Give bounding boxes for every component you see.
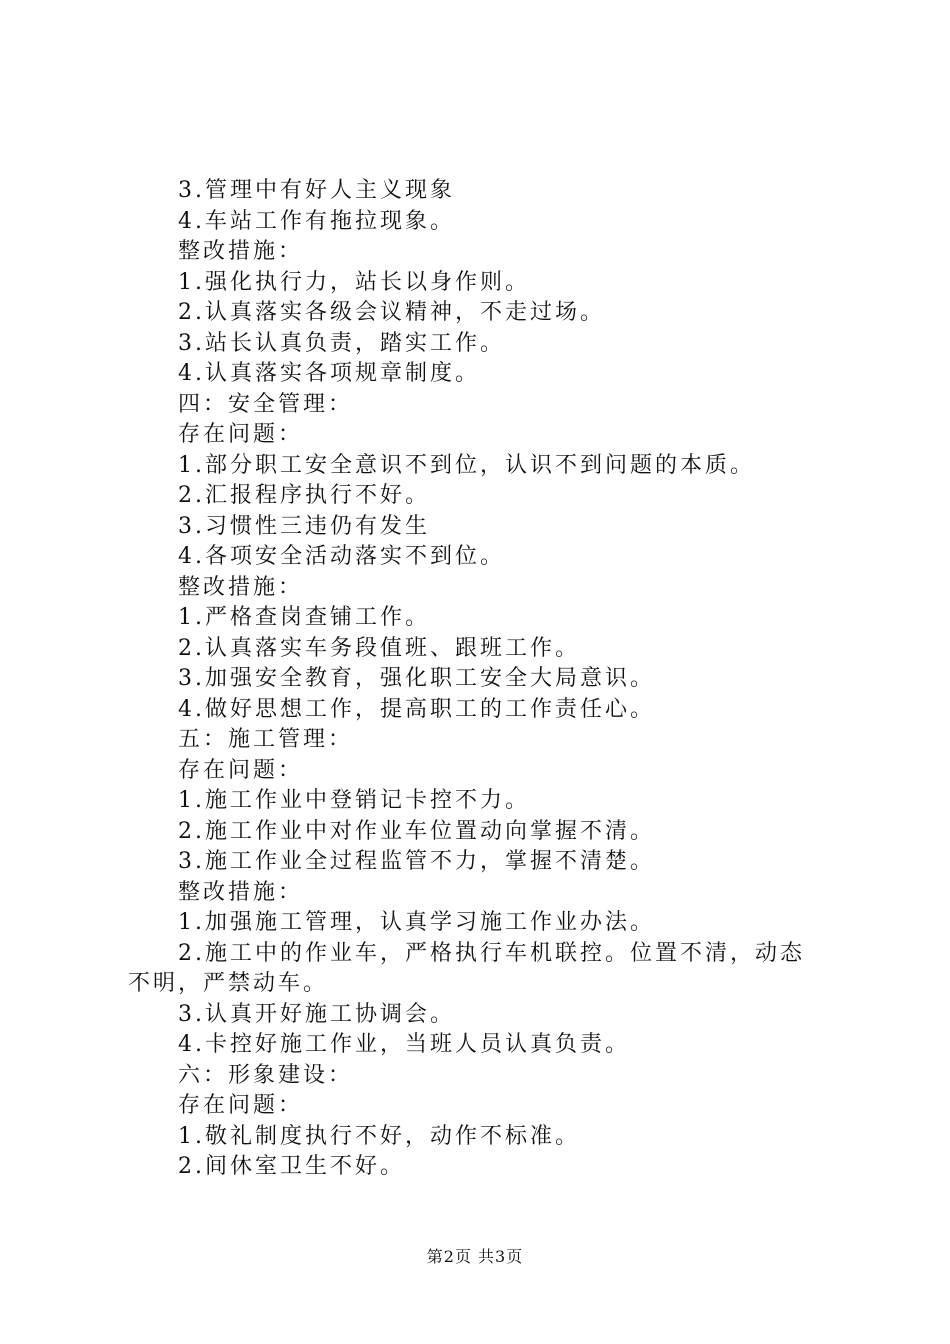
text-line: 2.间休室卫生不好。 [178,1154,405,1179]
text-line: 2.认真落实车务段值班、跟班工作。 [178,635,580,661]
section-heading: 五：施工管理： [178,727,354,752]
text-line: 2.汇报程序执行不好。 [178,483,430,508]
text-line: 1.敬礼制度执行不好，动作不标准。 [178,1123,580,1149]
section-heading: 四：安全管理： [178,391,354,417]
text-line: 3.站长认真负责，踏实工作。 [178,330,505,356]
text-line: 3.认真开好施工协调会。 [178,1001,455,1027]
section-heading: 存在问题： [178,422,304,447]
text-line: 2.施工作业中对作业车位置动向掌握不清。 [178,818,655,844]
text-line: 3.管理中有好人主义现象 [178,178,455,203]
text-line: 1.部分职工安全意识不到位，认识不到问题的本质。 [178,452,755,478]
text-line: 1.严格查岗查铺工作。 [178,605,430,630]
text-line: 2.认真落实各级会议精神，不走过场。 [178,300,605,325]
text-line: 4.车站工作有拖拉现象。 [178,208,455,234]
text-line: 4.卡控好施工作业，当班人员认真负责。 [178,1032,630,1057]
text-line: 3.习惯性三违仍有发生 [178,513,430,539]
text-line: 4.认真落实各项规章制度。 [178,361,480,386]
text-line: 3.加强安全教育，强化职工安全大局意识。 [178,666,655,691]
text-line: 1.施工作业中登销记卡控不力。 [178,788,530,813]
section-heading: 整改措施： [178,239,304,264]
section-heading: 整改措施： [178,879,304,905]
text-line: 2.施工中的作业车，严格执行车机联控。位置不清，动态 [178,940,805,966]
text-line: 1.强化执行力，站长以身作则。 [178,269,530,295]
text-line: 4.各项安全活动落实不到位。 [178,544,505,569]
document-body [128,176,828,1183]
text-line-continuation: 不明，严禁动车。 [128,971,329,996]
section-heading: 六：形象建设： [178,1062,354,1088]
text-line: 3.施工作业全过程监管不力，掌握不清楚。 [178,849,655,874]
section-heading: 存在问题： [178,1093,304,1118]
text-line: 4.做好思想工作，提高职工的工作责任心。 [178,696,655,722]
section-heading: 存在问题： [178,757,304,783]
section-heading: 整改措施： [178,574,304,600]
text-line: 1.加强施工管理，认真学习施工作业办法。 [178,910,655,935]
page-footer: 第2页 共3页 [426,1247,524,1266]
